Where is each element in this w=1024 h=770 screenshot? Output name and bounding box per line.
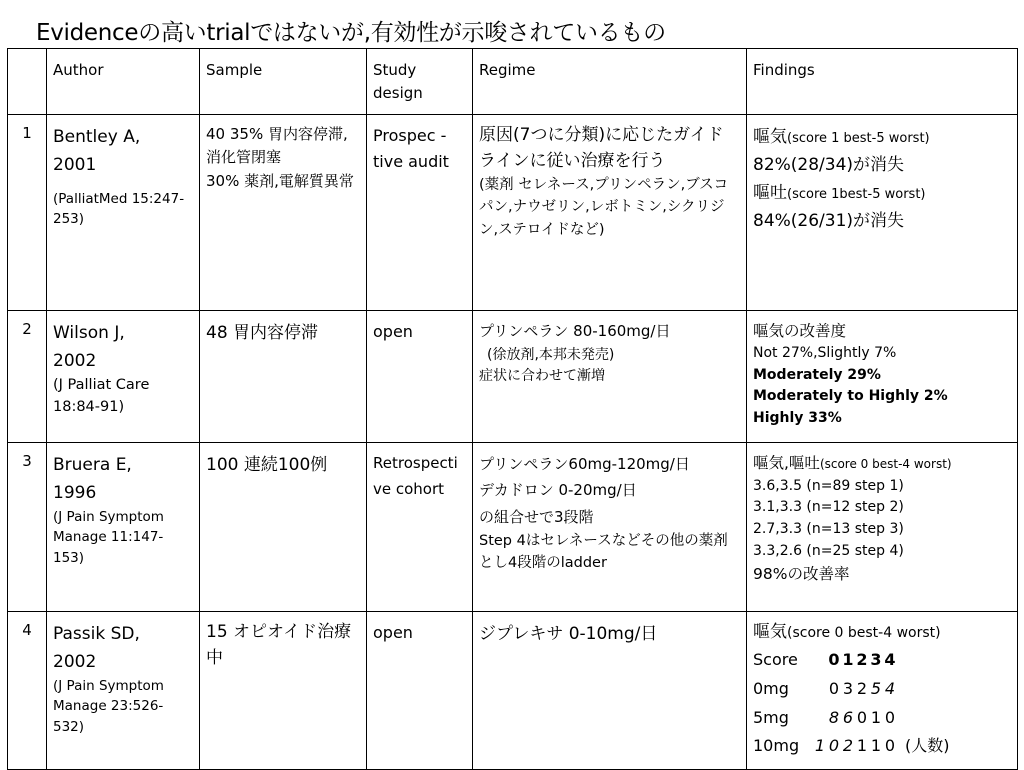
author-name: Passik SD,: [53, 624, 140, 644]
dose-unit: (人数): [905, 736, 950, 756]
finding-text: 3.3,2.6 (n=25 step 4): [753, 542, 904, 559]
sample-text: 48 胃内容停滞: [206, 323, 319, 343]
sample-text: 15 オピオイド治療中: [206, 622, 352, 668]
regime-text: ジプレキサ 0-10mg/日: [479, 624, 658, 644]
author-reference: (J Pain Symptom Manage 23:526-532): [53, 678, 164, 735]
score-label: Score: [753, 650, 798, 670]
score-row: [753, 646, 1011, 675]
author-name: Bruera E,: [53, 455, 132, 475]
author-name: Wilson J,: [53, 323, 125, 343]
finding-text: Not 27%,Slightly 7%: [753, 345, 897, 362]
regime-text: プリンペラン60mg-120mg/日: [479, 455, 690, 473]
author-name: Bentley A,: [53, 127, 141, 147]
row-number: 4: [8, 612, 47, 770]
regime-text: (薬剤 セレネース,プリンペラン,ブスコパン,ナウゼリン,レボトミン,シクリジン,ステロイドなど): [479, 177, 729, 238]
regime-cell: [473, 115, 747, 311]
sample-cell: [200, 443, 367, 612]
row-number: 2: [8, 311, 47, 443]
author-cell: [47, 612, 200, 770]
design-text: open: [373, 322, 413, 341]
header-findings: Findings: [747, 49, 1018, 115]
table-row: [8, 311, 1018, 443]
finding-text: 2.7,3.3 (n=13 step 3): [753, 521, 904, 538]
finding-text: 3.6,3.5 (n=89 step 1): [753, 477, 904, 494]
regime-text: の組合せで3段階: [479, 507, 594, 526]
author-year: 1996: [53, 483, 97, 504]
finding-text: Moderately to Highly 2%: [753, 388, 948, 405]
header-author: Author: [47, 49, 200, 115]
evidence-table: [7, 48, 1018, 770]
design-text: Retrospective cohort: [373, 454, 458, 498]
findings-cell: [747, 115, 1018, 311]
author-year: 2002: [53, 351, 97, 372]
row-number: 1: [8, 115, 47, 311]
header-regime: Regime: [473, 49, 747, 115]
author-reference: (J Palliat Care 18:84-91): [53, 377, 150, 415]
sample-cell: [200, 612, 367, 770]
finding-text: 3.1,3.3 (n=12 step 2): [753, 499, 904, 516]
regime-text: デカドロン 0-20mg/日: [479, 481, 637, 500]
finding-label: 嘔吐: [753, 183, 787, 204]
findings-cell: [747, 443, 1018, 612]
dose-label: 10mg: [753, 736, 800, 756]
regime-cell: [473, 311, 747, 443]
author-cell: [47, 311, 200, 443]
table-row: [8, 115, 1018, 311]
finding-text: 嘔気の改善度: [753, 322, 847, 340]
author-year: 2001: [53, 155, 97, 176]
regime-text: プリンペラン 80-160mg/日: [479, 322, 671, 340]
table-row: [8, 443, 1018, 612]
regime-cell: [473, 443, 747, 612]
dose-row: [753, 704, 1011, 733]
findings-cell: [747, 311, 1018, 443]
design-cell: [367, 612, 473, 770]
design-cell: [367, 115, 473, 311]
author-reference: (PalliatMed 15:247-253): [53, 191, 185, 228]
finding-text: 82%(28/34)が消失: [753, 155, 905, 176]
finding-note: (score 1best-5 worst): [787, 187, 926, 203]
sample-text: 100 連続100例: [206, 455, 328, 475]
design-text: open: [373, 623, 413, 642]
regime-text: Step 4はセレネースなどその他の薬剤とし4段階のladder: [479, 532, 728, 572]
sample-text: 30% 薬剤,電解質異常: [206, 171, 354, 190]
slide-title: Evidenceの高いtrialではないが,有効性が示唆されているもの: [36, 20, 666, 46]
regime-text: 原因(7つに分類)に応じたガイドラインに従い治療を行う: [479, 125, 724, 171]
design-cell: [367, 443, 473, 612]
finding-label: 嘔気: [753, 127, 787, 147]
sample-cell: [200, 115, 367, 311]
dose-label: 0mg: [753, 678, 789, 698]
header-sample: Sample: [200, 49, 367, 115]
finding-note: (score 1 best-5 worst): [787, 131, 930, 146]
dose-label: 5mg: [753, 707, 789, 727]
author-cell: [47, 443, 200, 612]
finding-note: (score 0 best-4 worst): [819, 457, 952, 471]
score-values: 0 1 2 3 4: [828, 650, 896, 670]
design-text: Prospec -tive audit: [373, 126, 449, 172]
row-number: 3: [8, 443, 47, 612]
header-design: Study design: [367, 49, 473, 115]
author-reference: (J Pain Symptom Manage 11:147-153): [53, 509, 164, 566]
finding-text: 98%の改善率: [753, 565, 850, 584]
author-year: 2002: [53, 652, 97, 673]
dose-row: [753, 675, 1011, 704]
sample-cell: [200, 311, 367, 443]
finding-text: Moderately 29%: [753, 366, 881, 383]
author-cell: [47, 115, 200, 311]
regime-cell: [473, 612, 747, 770]
dose-row: [753, 732, 1011, 761]
sample-text: 40 35% 胃内容停滞,消化管閉塞: [206, 125, 348, 167]
finding-label: 嘔気,嘔吐: [753, 454, 820, 472]
dose-values: 1 0 2 1 1 0: [814, 736, 896, 756]
regime-text: 症状に合わせて漸増: [479, 368, 605, 385]
findings-cell: [747, 612, 1018, 770]
finding-text: 84%(26/31)が消失: [753, 211, 905, 232]
header-num: [8, 49, 47, 115]
table-header-row: [8, 49, 1018, 115]
regime-text: (徐放剤,本邦未発売): [487, 346, 615, 363]
finding-text: Highly 33%: [753, 410, 842, 427]
table-row: [8, 612, 1018, 770]
finding-note: (score 0 best-4 worst): [787, 625, 941, 641]
design-cell: [367, 311, 473, 443]
dose-values: 0 3 2 5 4: [828, 678, 896, 698]
finding-label: 嘔気: [753, 622, 787, 642]
dose-values: 8 6 0 1 0: [828, 707, 896, 727]
